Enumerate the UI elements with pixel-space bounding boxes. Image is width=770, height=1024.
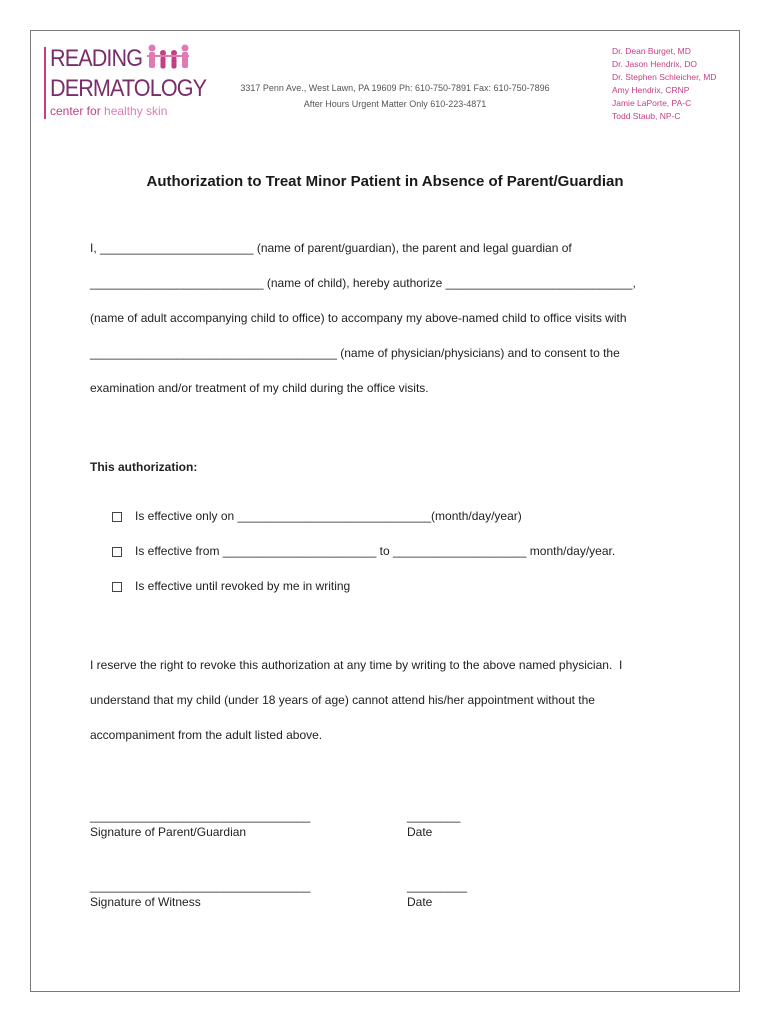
clinic-address bbox=[200, 80, 590, 112]
logo-tagline bbox=[50, 105, 167, 117]
body-line-child-name: __________________________ (name of child), hereby authorize ____________________________, bbox=[90, 276, 636, 290]
option-checkbox-effective-on[interactable] bbox=[112, 512, 122, 522]
reading-dermatology-logo bbox=[44, 43, 207, 123]
authorization-heading: This authorization: bbox=[90, 460, 198, 474]
provider-list bbox=[612, 45, 716, 123]
option-until-revoked: Is effective until revoked by me in writing bbox=[135, 579, 351, 593]
logo-tagline-prefix: center for bbox=[50, 104, 105, 118]
logo-accent-bar bbox=[44, 47, 46, 119]
parent-signature-line[interactable]: _________________________________ bbox=[90, 809, 311, 823]
address-line-2: After Hours Urgent Matter Only 610-223-4871 bbox=[303, 99, 487, 109]
provider-name: Amy Hendrix, CRNP bbox=[612, 85, 690, 95]
provider-name: Dr. Dean Burget, MD bbox=[612, 46, 691, 56]
provider-name: Dr. Jason Hendrix, DO bbox=[612, 59, 698, 69]
parent-date-label: Date bbox=[407, 825, 433, 839]
witness-signature-label: Signature of Witness bbox=[90, 895, 201, 909]
provider-name: Dr. Stephen Schleicher, MD bbox=[612, 72, 717, 82]
option-checkbox-until-revoked[interactable] bbox=[112, 582, 122, 592]
provider-name: Todd Staub, NP-C bbox=[612, 111, 681, 121]
body-line-consent: examination and/or treatment of my child during the office visits. bbox=[90, 381, 429, 395]
logo-word-reading: READING bbox=[50, 45, 143, 72]
logo-tagline-accent: healthy skin bbox=[104, 104, 168, 118]
option-effective-on: Is effective only on _____________________________(month/day/year) bbox=[135, 509, 522, 523]
form-title: Authorization to Treat Minor Patient in Absence of Parent/Guardian bbox=[146, 173, 624, 190]
address-line-1: 3317 Penn Ave., West Lawn, PA 19609 Ph: 610-750-7891 Fax: 610-750-7896 bbox=[240, 83, 550, 93]
revoke-line-2: understand that my child (under 18 years of age) cannot attend his/her appointment without the bbox=[90, 693, 595, 707]
option-effective-range: Is effective from _______________________ to ____________________ month/day/year. bbox=[135, 544, 616, 558]
option-checkbox-effective-range[interactable] bbox=[112, 547, 122, 557]
witness-date-line[interactable]: _________ bbox=[407, 879, 468, 893]
logo-word-dermatology: DERMATOLOGY bbox=[50, 75, 207, 102]
body-line-physician-name: _____________________________________ (name of physician/physicians) and to consent to the bbox=[90, 346, 620, 360]
witness-signature-line[interactable]: _________________________________ bbox=[90, 879, 311, 893]
parent-signature-label: Signature of Parent/Guardian bbox=[90, 825, 247, 839]
revoke-line-1: I reserve the right to revoke this authorization at any time by writing to the above named physician. I bbox=[90, 658, 623, 672]
parent-date-line[interactable]: ________ bbox=[407, 809, 461, 823]
witness-date-label: Date bbox=[407, 895, 433, 909]
family-figures-icon bbox=[144, 43, 192, 75]
revoke-line-3: accompaniment from the adult listed above. bbox=[90, 728, 323, 742]
provider-name: Jamie LaPorte, PA-C bbox=[612, 98, 692, 108]
body-line-parent-name: I, _______________________ (name of parent/guardian), the parent and legal guardian of bbox=[90, 241, 572, 255]
body-line-adult-name: (name of adult accompanying child to office) to accompany my above-named child to office visits with bbox=[90, 311, 627, 325]
